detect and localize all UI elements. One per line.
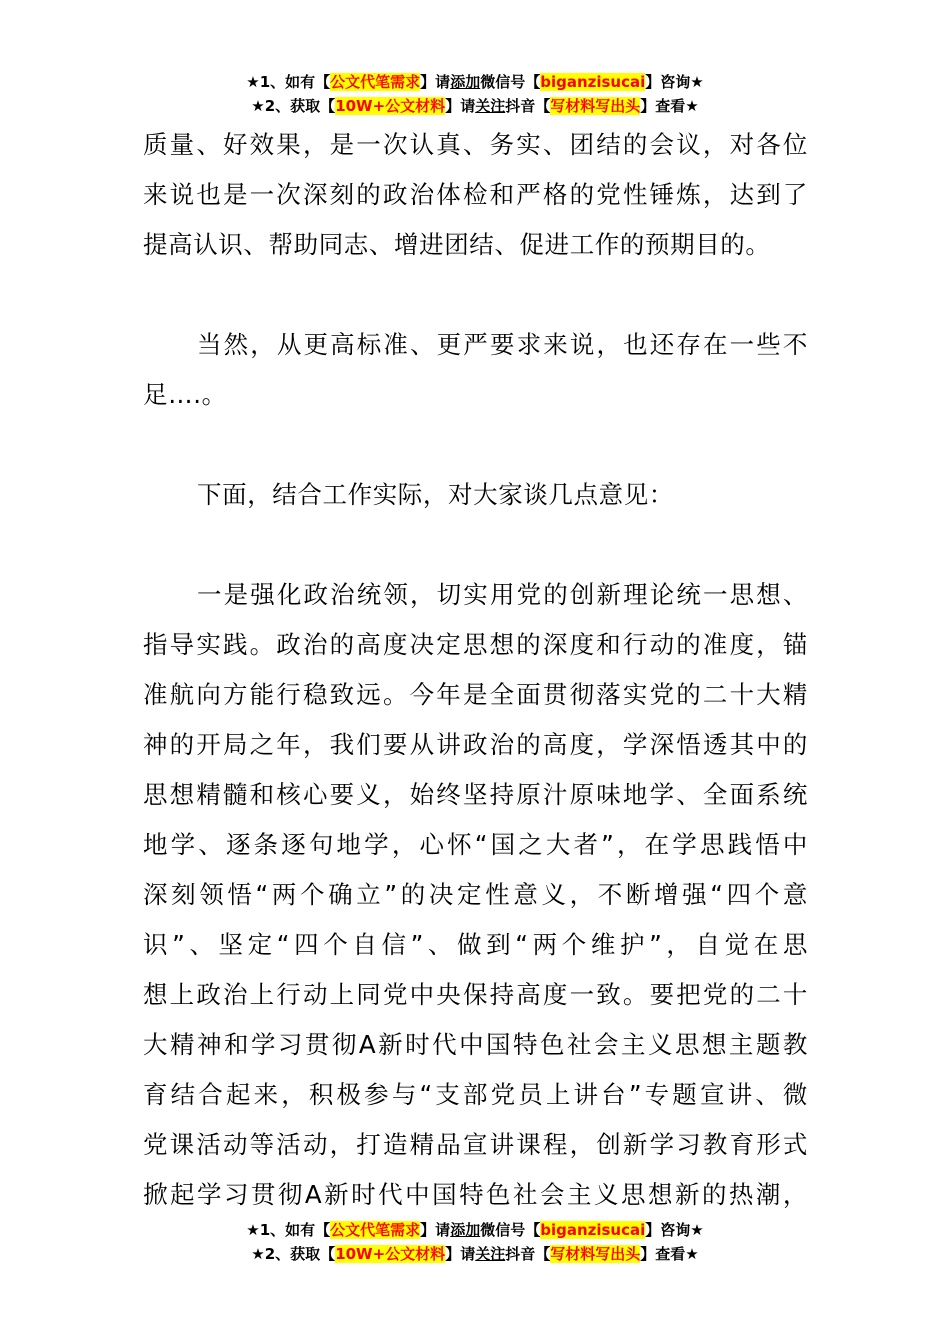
body-line: 识”、坚定“四个自信”、做到“两个维护”，自觉在思 (143, 930, 808, 959)
banner-text: 抖音【 (505, 97, 551, 115)
body-line: 思想精髓和核心要义，始终坚持原汁原味地学、全面系统 (143, 780, 808, 809)
body-line: 准航向方能行稳致远。今年是全面贯彻落实党的二十大精 (143, 680, 808, 709)
body-line: 深刻领悟“两个确立”的决定性意义，不断增强“四个意 (143, 880, 808, 909)
body-line: 想上政治上行动上同党中央保持高度一致。要把党的二十 (143, 980, 808, 1009)
banner-text: ★2、获取【 (251, 1245, 336, 1263)
banner-text: ★1、如有【 (246, 73, 331, 91)
banner-text: 】咨询★ (645, 73, 704, 91)
banner-text: 微信号【 (480, 1221, 541, 1239)
body-line: 来说也是一次深刻的政治体检和严格的党性锤炼，达到了 (143, 180, 808, 209)
body-line: 指导实践。政治的高度决定思想的深度和行动的准度，锚 (143, 630, 808, 659)
banner-line-2 (0, 94, 950, 118)
banner-text: 】请 (445, 97, 476, 115)
body-line: 当然，从更高标准、更严要求来说，也还存在一些不 (197, 330, 808, 359)
body-line: 一是强化政治统领，切实用党的创新理论统一思想、 (197, 580, 808, 609)
banner-text: ★1、如有【 (246, 1221, 331, 1239)
banner-emphasis: 关注 (475, 1245, 506, 1263)
banner-highlight: 公文代笔需求 (330, 73, 421, 91)
banner-text: 抖音【 (505, 1245, 551, 1263)
banner-highlight: 10W+公文材料 (335, 97, 446, 115)
paragraph-gap (143, 270, 808, 320)
document-body (143, 120, 808, 1220)
body-line: 下面，结合工作实际，对大家谈几点意见： (197, 480, 674, 509)
banner-highlight: 公文代笔需求 (330, 1221, 421, 1239)
banner-text: 】请 (420, 1221, 451, 1239)
footer-banner (0, 1218, 950, 1266)
banner-douyin-id: 写材料写出头 (550, 1245, 641, 1263)
banner-text: 】请 (420, 73, 451, 91)
body-line: 育结合起来，积极参与“支部党员上讲台”专题宣讲、微 (143, 1080, 808, 1109)
banner-text: 】请 (445, 1245, 476, 1263)
banner-text: 】咨询★ (645, 1221, 704, 1239)
banner-wechat-id: biganzisucai (540, 73, 646, 91)
body-line: 神的开局之年，我们要从讲政治的高度，学深悟透其中的 (143, 730, 808, 759)
banner-douyin-id: 写材料写出头 (550, 97, 641, 115)
body-line: 提高认识、帮助同志、增进团结、促进工作的预期目的。 (143, 230, 771, 259)
paragraph-gap (143, 520, 808, 570)
banner-emphasis: 添加 (450, 73, 481, 91)
banner-line-2 (0, 1242, 950, 1266)
body-line: 党课活动等活动，打造精品宣讲课程，创新学习教育形式 (143, 1130, 808, 1159)
paragraph-gap (143, 420, 808, 470)
body-line: 地学、逐条逐句地学，心怀“国之大者”，在学思践悟中 (143, 830, 808, 859)
body-line: 掀起学习贯彻A新时代中国特色社会主义思想新的热潮， (143, 1180, 808, 1209)
banner-line-1 (0, 1218, 950, 1242)
body-line: 质量、好效果，是一次认真、务实、团结的会议，对各位 (143, 130, 808, 159)
banner-text: 】查看★ (640, 1245, 699, 1263)
banner-text: 微信号【 (480, 73, 541, 91)
banner-text: 】查看★ (640, 97, 699, 115)
body-line: 足….。 (143, 380, 227, 409)
banner-wechat-id: biganzisucai (540, 1221, 646, 1239)
header-banner (0, 70, 950, 118)
banner-emphasis: 关注 (475, 97, 506, 115)
banner-line-1 (0, 70, 950, 94)
body-line: 大精神和学习贯彻A新时代中国特色社会主义思想主题教 (143, 1030, 808, 1059)
banner-highlight: 10W+公文材料 (335, 1245, 446, 1263)
banner-emphasis: 添加 (450, 1221, 481, 1239)
banner-text: ★2、获取【 (251, 97, 336, 115)
